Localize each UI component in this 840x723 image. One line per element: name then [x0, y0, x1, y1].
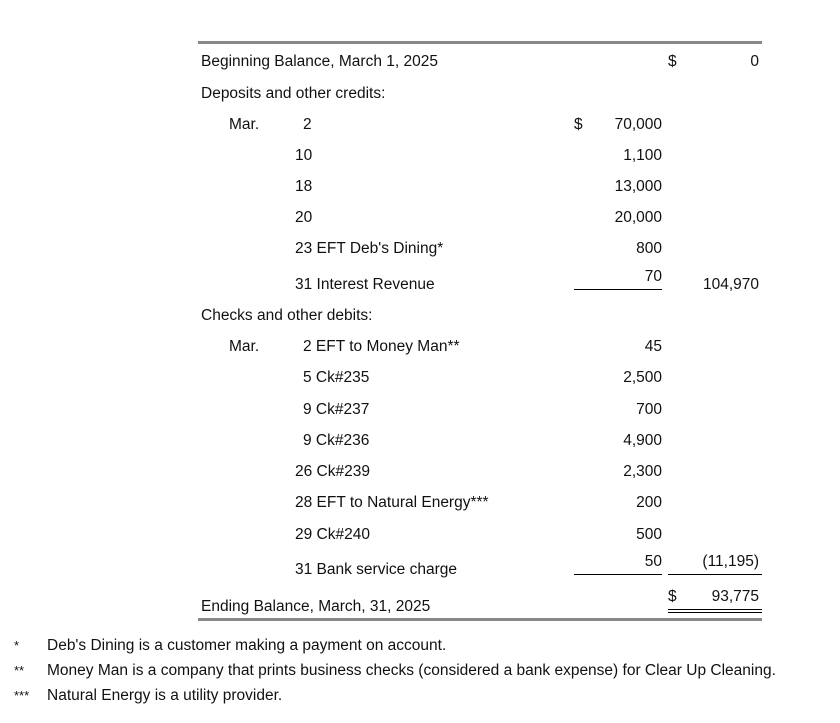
footnote-text: Money Man is a company that prints business checks (considered a bank expense) for Clear Up Cleaning.	[47, 662, 776, 679]
credit-description: 20	[295, 209, 313, 226]
debit-description: 29 Ck#240	[295, 526, 370, 543]
credit-row	[0, 209, 840, 227]
debit-amount: 50	[644, 553, 662, 570]
credit-amount: 20,000	[614, 209, 662, 226]
debit-description: 28 EFT to Natural Energy***	[295, 494, 489, 511]
beginning-balance-amount: 0	[750, 53, 759, 70]
ending-balance-label: Ending Balance, March, 31, 2025	[201, 598, 431, 615]
debit-row	[0, 338, 840, 356]
footnote-text: Deb's Dining is a customer making a payment on account.	[47, 637, 447, 654]
debit-description: 31 Bank service charge	[295, 561, 457, 578]
debit-description: 5 Ck#235	[303, 369, 370, 386]
footnote	[0, 637, 840, 655]
ending-balance-amount: 93,775	[711, 588, 759, 605]
debit-description: 26 Ck#239	[295, 463, 370, 480]
bottom-rule	[198, 618, 762, 621]
debit-amount: 2,500	[623, 369, 662, 386]
debit-row	[0, 432, 840, 450]
credit-amount: 13,000	[614, 178, 662, 195]
debit-row	[0, 526, 840, 544]
footnote-text: Natural Energy is a utility provider.	[47, 687, 283, 704]
credit-row	[0, 147, 840, 165]
balance-column-rule	[668, 574, 762, 575]
credits-first-dollar-sign: $	[574, 116, 583, 133]
credit-description: 23 EFT Deb's Dining*	[295, 240, 444, 257]
footnote-mark: *	[14, 638, 20, 653]
debit-description: 9 Ck#236	[303, 432, 370, 449]
credit-amount: 70,000	[614, 116, 662, 133]
credit-row	[0, 178, 840, 196]
credit-description: 18	[295, 178, 313, 195]
credits-heading: Deposits and other credits:	[201, 85, 386, 102]
debit-row	[0, 463, 840, 481]
ending-double-rule-top	[668, 609, 762, 610]
credit-amount: 70	[644, 268, 662, 285]
debit-amount: 2,300	[623, 463, 662, 480]
debit-description: 9 Ck#237	[303, 401, 370, 418]
credit-amount: 800	[636, 240, 662, 257]
credits-total: 104,970	[702, 276, 759, 293]
footnote-mark: **	[14, 663, 25, 678]
credit-description: 10	[295, 147, 313, 164]
credits-subtotal-rule	[574, 289, 662, 290]
ending-balance-dollar-sign: $	[668, 588, 677, 605]
credit-description: 31 Interest Revenue	[295, 276, 435, 293]
debit-row	[0, 369, 840, 387]
top-rule	[198, 41, 762, 44]
ending-double-rule-bottom	[668, 612, 762, 613]
footnote	[0, 662, 840, 680]
debit-amount: 700	[636, 401, 662, 418]
footnote	[0, 687, 840, 705]
debits-subtotal-rule	[574, 574, 662, 575]
debit-amount: 200	[636, 494, 662, 511]
debits-total: (11,195)	[702, 553, 759, 570]
debit-description: 2 EFT to Money Man**	[303, 338, 460, 355]
debits-heading: Checks and other debits:	[201, 307, 373, 324]
footnote-mark: ***	[14, 688, 30, 703]
debit-row	[0, 494, 840, 512]
debit-amount: 4,900	[623, 432, 662, 449]
debit-amount: 45	[644, 338, 662, 355]
credit-row	[0, 116, 840, 134]
credit-amount: 1,100	[623, 147, 662, 164]
debit-amount: 500	[636, 526, 662, 543]
credits-month-label: Mar.	[229, 116, 260, 133]
credit-row	[0, 240, 840, 258]
credit-description: 2	[303, 116, 312, 133]
beginning-balance-dollar-sign: $	[668, 53, 677, 70]
beginning-balance-label: Beginning Balance, March 1, 2025	[201, 53, 438, 70]
debit-row	[0, 401, 840, 419]
beginning-balance-row	[0, 53, 840, 71]
debits-month-label: Mar.	[229, 338, 260, 355]
